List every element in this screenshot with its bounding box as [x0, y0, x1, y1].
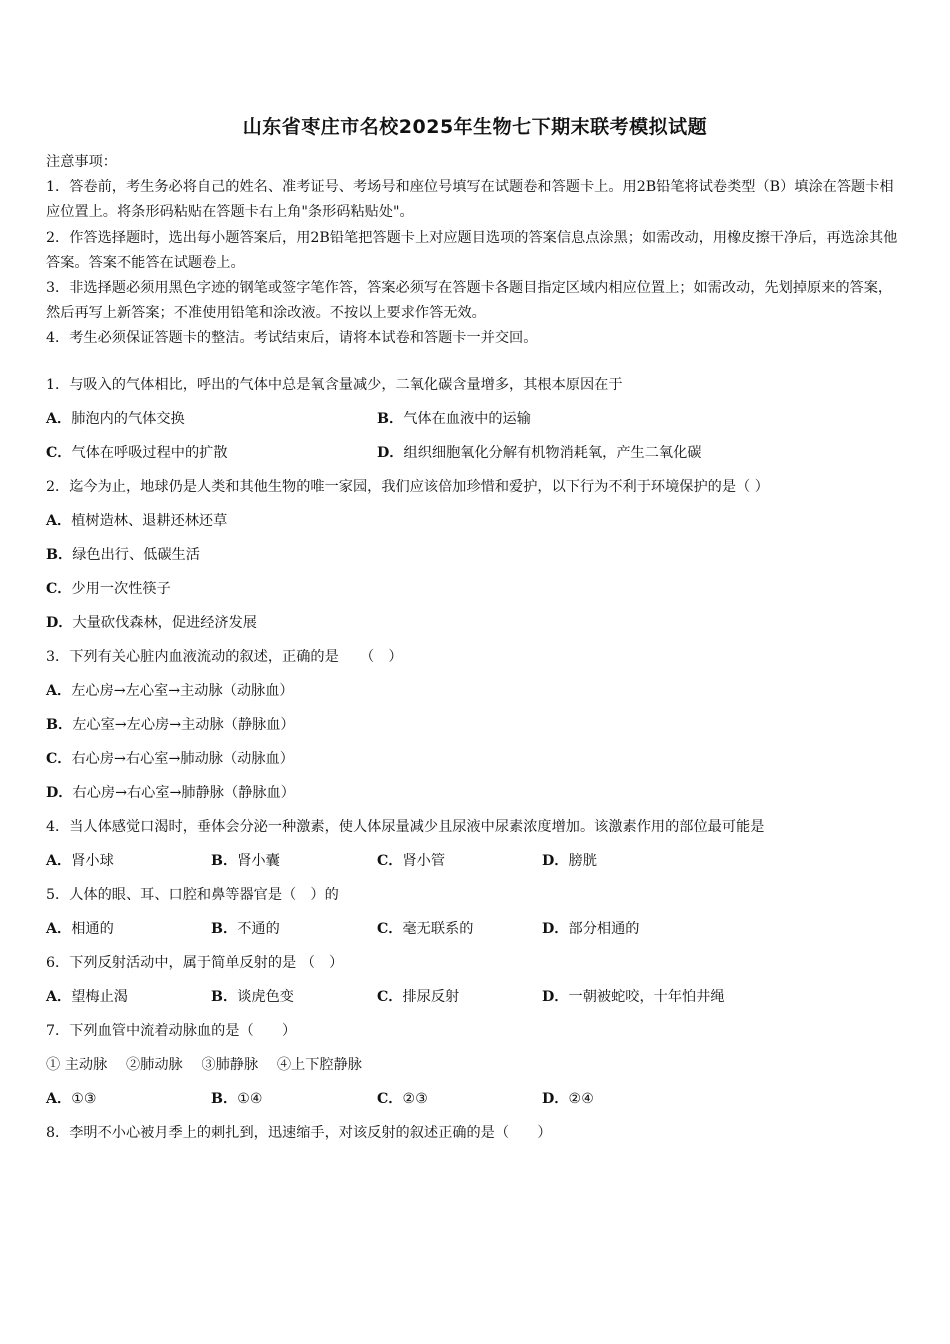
option-text: 谈虎色变 — [237, 989, 294, 1005]
option-label: D． — [377, 445, 404, 461]
option-label: B． — [46, 547, 73, 563]
question-2-stem: 2．迄今为止，地球仍是人类和其他生物的唯一家园，我们应该倍加珍惜和爱护，以下行为不利于环境保护的是（ ） — [46, 479, 769, 495]
option-label: A． — [46, 853, 72, 869]
option-label: B． — [211, 921, 238, 937]
question-6-stem: 6．下列反射活动中，属于简单反射的是 （ ） — [46, 955, 344, 971]
option-text: 绿色出行、低碳生活 — [72, 547, 200, 563]
question-7-stem: 7．下列血管中流着动脉血的是（ ） — [46, 1023, 297, 1039]
question-1-option-c[interactable] — [46, 443, 228, 463]
option-label: C． — [377, 853, 403, 869]
question-3-option-c[interactable] — [46, 749, 294, 769]
option-label: D． — [46, 785, 73, 801]
option-text: 部分相通的 — [568, 921, 640, 937]
question-7-option-a[interactable] — [46, 1089, 97, 1109]
option-text: ②③ — [402, 1091, 428, 1107]
option-text: 望梅止渴 — [71, 989, 128, 1005]
question-4-option-c[interactable] — [377, 851, 445, 871]
option-label: D． — [46, 615, 73, 631]
page-title: 山东省枣庄市名校2025年生物七下期末联考模拟试题 — [242, 116, 708, 138]
option-text: 毫无联系的 — [402, 921, 474, 937]
question-4-option-b[interactable] — [211, 851, 280, 871]
option-label: C． — [377, 989, 403, 1005]
instruction-item: 2．作答选择题时，选出每小题答案后，用2B铅笔把答题卡上对应题目选项的答案信息点涂黑；如需改动，用橡皮擦干净后，再选涂其他答案。答案不能答在试题卷上。 — [46, 229, 898, 271]
option-label: A． — [46, 411, 72, 427]
question-1-stem: 1．与吸入的气体相比，呼出的气体中总是氧含量减少，二氧化碳含量增多，其根本原因在于 — [46, 377, 623, 393]
question-7-option-d[interactable] — [542, 1089, 594, 1109]
option-text: 相通的 — [71, 921, 114, 937]
option-text: 肾小球 — [71, 853, 114, 869]
question-6-option-a[interactable] — [46, 987, 128, 1007]
question-2-option-a[interactable] — [46, 511, 227, 531]
option-label: C． — [377, 921, 403, 937]
question-3-stem: 3．下列有关心脏内血液流动的叙述，正确的是 （ ） — [46, 649, 403, 665]
option-text: 右心房→右心室→肺动脉（动脉血） — [71, 751, 294, 767]
option-label: C． — [46, 581, 72, 597]
option-label: A． — [46, 989, 72, 1005]
option-text: 一朝被蛇咬，十年怕井绳 — [568, 989, 725, 1005]
option-text: 肾小管 — [402, 853, 446, 869]
option-label: C． — [377, 1091, 403, 1107]
instruction-item: 1．答卷前，考生务必将自己的姓名、准考证号、考场号和座位号填写在试题卷和答题卡上。用2B铅笔将试卷类型（B）填涂在答题卡相应位置上。将条形码粘贴在答题卡右上角"条形码粘贴处"。 — [46, 179, 894, 221]
question-2-option-b[interactable] — [46, 545, 200, 565]
option-text: 不通的 — [237, 921, 280, 937]
option-text: 大量砍伐森林，促进经济发展 — [72, 615, 257, 631]
question-7-option-c[interactable] — [377, 1089, 428, 1109]
question-1-option-d[interactable] — [377, 443, 701, 463]
option-text: ①④ — [237, 1091, 263, 1107]
instructions-heading: 注意事项： — [46, 154, 117, 170]
question-6-option-d[interactable] — [542, 987, 725, 1007]
option-text: 少用一次性筷子 — [71, 581, 171, 597]
option-label: D． — [542, 1091, 569, 1107]
question-2-option-d[interactable] — [46, 613, 257, 633]
question-6-option-b[interactable] — [211, 987, 294, 1007]
option-text: 右心房→右心室→肺静脉（静脉血） — [72, 785, 295, 801]
question-5-option-d[interactable] — [542, 919, 639, 939]
option-label: A． — [46, 1091, 72, 1107]
option-text: ②④ — [568, 1091, 594, 1107]
question-2-option-c[interactable] — [46, 579, 171, 599]
option-label: C． — [46, 445, 72, 461]
option-text: 排尿反射 — [402, 989, 460, 1005]
option-text: 气体在呼吸过程中的扩散 — [71, 445, 228, 461]
option-label: C． — [46, 751, 72, 767]
instructions — [46, 150, 906, 352]
question-7-option-b[interactable] — [211, 1089, 263, 1109]
option-text: 膀胱 — [568, 853, 597, 869]
option-text: 植树造林、退耕还林还草 — [71, 513, 228, 529]
question-5-option-a[interactable] — [46, 919, 114, 939]
question-3-option-a[interactable] — [46, 681, 294, 701]
instruction-item: 4．考生必须保证答题卡的整洁。考试结束后，请将本试卷和答题卡一并交回。 — [46, 330, 538, 347]
question-1-option-b[interactable] — [377, 409, 531, 429]
option-text: 肾小囊 — [237, 853, 280, 869]
option-text: 气体在血液中的运输 — [403, 411, 531, 427]
question-5-stem: 5．人体的眼、耳、口腔和鼻等器官是（ ）的 — [46, 887, 339, 903]
option-label: D． — [542, 921, 569, 937]
option-label: B． — [211, 1091, 238, 1107]
option-text: 左心房→左心室→主动脉（动脉血） — [71, 683, 294, 699]
question-5-option-b[interactable] — [211, 919, 280, 939]
option-text: 肺泡内的气体交换 — [71, 411, 185, 427]
option-label: D． — [542, 989, 569, 1005]
option-text: 左心室→左心房→主动脉（静脉血） — [72, 717, 295, 733]
option-label: A． — [46, 683, 72, 699]
option-text: ①③ — [71, 1091, 97, 1107]
option-label: B． — [211, 853, 238, 869]
question-4-option-a[interactable] — [46, 851, 114, 871]
question-7-items: ① 主动脉 ②肺动脉 ③肺静脉 ④上下腔静脉 — [46, 1057, 362, 1073]
option-label: A． — [46, 513, 72, 529]
option-label: B． — [46, 717, 73, 733]
question-5-option-c[interactable] — [377, 919, 473, 939]
question-6-option-c[interactable] — [377, 987, 459, 1007]
instruction-item: 3．非选择题必须用黑色字迹的钢笔或签字笔作答，答案必须写在答题卡各题目指定区域内相应位置上；如需改动，先划掉原来的答案，然后再写上新答案；不准使用铅笔和涂改液。不按以上要求作答无效。 — [46, 280, 893, 322]
question-4-option-d[interactable] — [542, 851, 597, 871]
question-4-stem: 4．当人体感觉口渴时，垂体会分泌一种激素，使人体尿量减少且尿液中尿素浓度增加。该激素作用的部位最可能是 — [46, 819, 765, 835]
option-label: A． — [46, 921, 72, 937]
option-text: 组织细胞氧化分解有机物消耗氧，产生二氧化碳 — [403, 445, 702, 461]
question-3-option-d[interactable] — [46, 783, 295, 803]
question-3-option-b[interactable] — [46, 715, 295, 735]
question-8-stem: 8．李明不小心被月季上的刺扎到，迅速缩手，对该反射的叙述正确的是（ ） — [46, 1125, 552, 1141]
option-label: D． — [542, 853, 569, 869]
option-label: B． — [211, 989, 238, 1005]
option-label: B． — [377, 411, 404, 427]
question-1-option-a[interactable] — [46, 409, 185, 429]
